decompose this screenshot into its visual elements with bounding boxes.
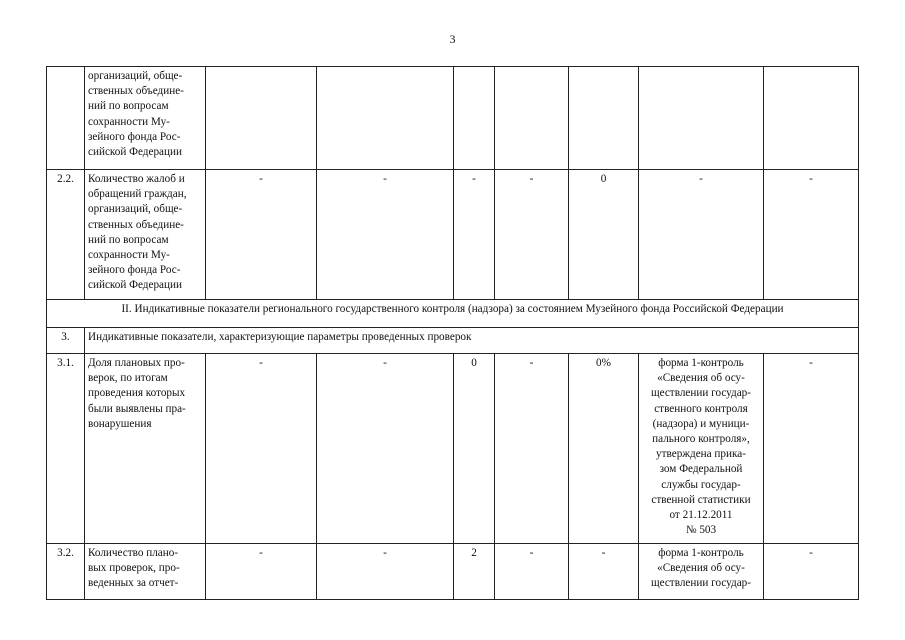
page-number: 3 [449,32,456,46]
row-number [47,67,85,170]
row-number: 3.1. [47,354,85,544]
value-cell: - [206,544,317,600]
value-cell: - [495,354,569,544]
value-cell: - [569,544,639,600]
value-cell: - [454,170,495,300]
row-number: 2.2. [47,170,85,300]
table-row-2-2 [47,170,859,300]
value-cell [454,67,495,170]
value-cell: - [317,170,454,300]
indicator-name: Количество плано- вых проверок, про- веденных за отчет- [85,544,206,600]
value-cell [317,67,454,170]
value-cell [206,67,317,170]
indicator-name: организаций, обще- ственных объедине- ний по вопросам сохранности Му- зейного фонда Рос- сийской Федерации [85,67,206,170]
indicator-name: Количество жалоб и обращений граждан, организаций, обще- ственных объедине- ний по вопросам сохранности Му- зейного фонда Рос- сийской Федерации [85,170,206,300]
section-title: II. Индикативные показатели регионального государственного контроля (надзора) за состоянием Музейного фонда Российской Федерации [47,300,859,328]
value-cell: - [317,544,454,600]
value-cell: - [317,354,454,544]
value-cell: - [764,354,859,544]
value-cell: - [495,170,569,300]
group-number: 3. [47,328,85,354]
value-cell: - [206,354,317,544]
value-cell: 0 [454,354,495,544]
source-cell [639,67,764,170]
table-row-continued [47,67,859,170]
section-row [47,300,859,328]
value-cell [764,67,859,170]
source-cell: - [639,170,764,300]
row-number: 3.2. [47,544,85,600]
value-cell [569,67,639,170]
indicators-table [46,66,859,600]
source-cell: форма 1-контроль «Сведения об осу- ществлении государ- [639,544,764,600]
group-row [47,328,859,354]
value-cell: 0% [569,354,639,544]
value-cell: - [495,544,569,600]
value-cell: - [206,170,317,300]
table-row-3-1 [47,354,859,544]
value-cell: 0 [569,170,639,300]
table-row-3-2 [47,544,859,600]
value-cell: - [764,170,859,300]
value-cell: 2 [454,544,495,600]
source-cell: форма 1-контроль «Сведения об осу- ществлении государ- ственного контроля (надзора) и муници- пального контроля», утверждена прика- зом Федеральной службы государ- ственной статистики от 21.12.2011 № 503 [639,354,764,544]
value-cell [495,67,569,170]
indicator-name: Доля плановых про- верок, по итогам проведения которых были выявлены пра- вонарушения [85,354,206,544]
group-title: Индикативные показатели, характеризующие параметры проведенных проверок [85,328,859,354]
value-cell: - [764,544,859,600]
